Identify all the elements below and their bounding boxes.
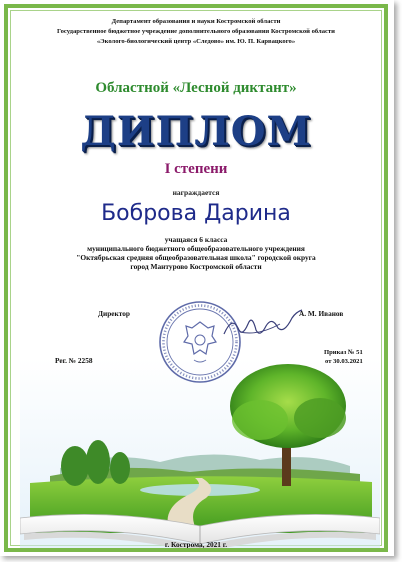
order-info — [324, 348, 363, 366]
diploma-frame — [4, 4, 388, 552]
student-info-line-3: "Октябрьская средняя общеобразовательная школа" городской округа — [76, 253, 316, 262]
awarded-label: награждается — [172, 188, 220, 197]
diploma-title: ДИПЛОМ — [80, 108, 312, 155]
director-label: Директор — [98, 309, 130, 318]
director-name: А. М. Иванов — [299, 309, 344, 318]
issuer-header — [8, 17, 384, 47]
student-info-line-4: город Мантурово Костромской области — [130, 262, 262, 271]
student-info-line-1: учащаяся 6 класса — [164, 235, 228, 244]
contest-title: Областной «Лесной диктант» — [95, 80, 297, 96]
open-book-landscape-illustration — [20, 358, 380, 552]
place-and-year: г. Кострома, 2021 г. — [164, 540, 228, 549]
order-date: от 30.03.2021 — [324, 358, 363, 365]
student-info — [8, 235, 384, 271]
header-line-1: Департамент образования и науки Костромской области — [111, 18, 281, 25]
order-number: Приказ № 51 — [324, 349, 363, 356]
degree-label: I степени — [164, 161, 228, 177]
recipient-name: Боброва Дарина — [101, 201, 291, 226]
handwritten-signature — [218, 304, 308, 344]
header-line-2: Государственное бюджетное учреждение дополнительного образования Костромской области — [57, 28, 335, 35]
header-line-3: «Эколого-биологический центр «Следово» им. Ю. П. Карвацкого» — [96, 38, 296, 45]
registration-number: Рег. № 2258 — [55, 356, 93, 365]
student-info-line-2: муниципального бюджетного общеобразовательного учреждения — [87, 244, 305, 253]
